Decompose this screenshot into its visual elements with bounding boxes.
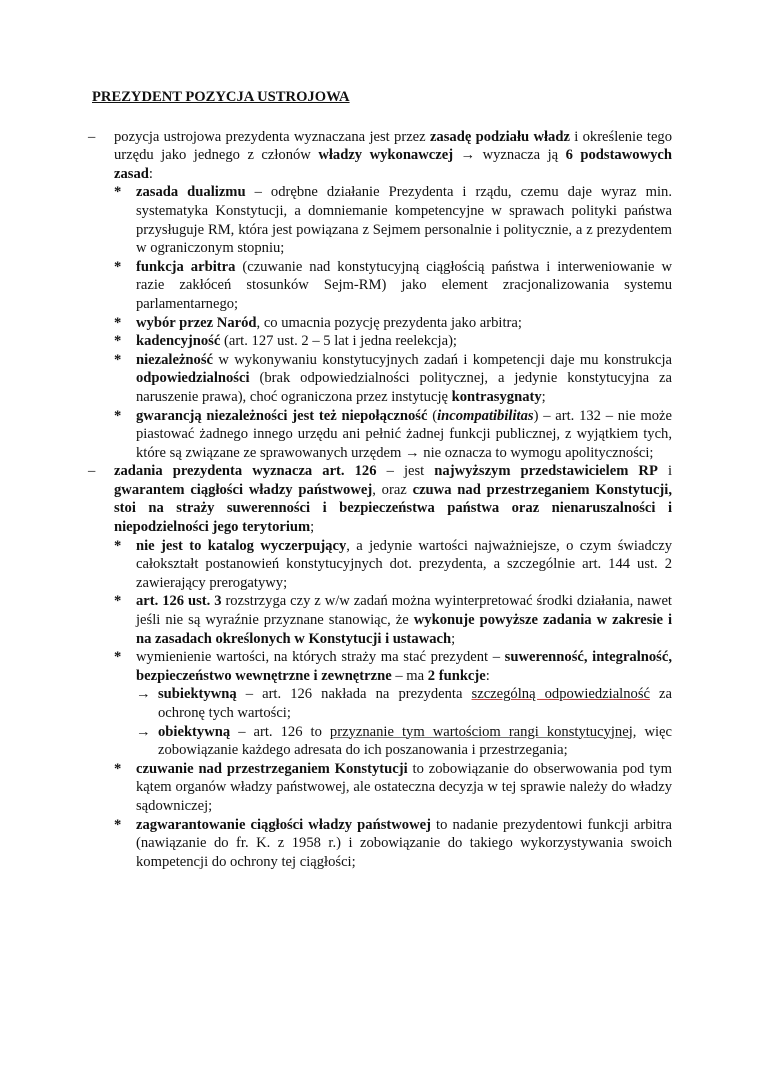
bullet-star: * [114,351,122,368]
text: : [148,165,153,182]
bold-text: wybór przez Naród [136,314,257,331]
bold-text: suwerenność, integralność, bezpieczeństwo wewnętrzne i zewnętrzne [136,649,672,684]
bold-text: gwarantem ciągłości władzy państwowej [114,481,373,498]
bold-text: subiektywną [158,686,237,703]
bold-text: wykonuje powyższe zadania w zakresie i na zasadach określonych w Konstytucji i ustawach [136,612,672,647]
dash-marker: – [88,128,96,145]
bullet-star: * [114,184,122,201]
bold-text: kontrasygnaty [451,388,542,405]
bullet-star: * [114,333,122,350]
bold-text: zasada dualizmu [136,184,246,201]
document-page [88,88,673,871]
text: – odrębne działanie Prezydenta i rządu, czemu daje wyraz min. systematyka Konstytucji, a domniemanie kompetencyjne w sprawach polityki państwa przysługuje RM, która jest powiązana z Sejmem personalnie i politycznie, a z prezydentem w ograniczonym stopniu; [136,184,672,257]
bold-text: najwyższym przedstawicielem RP [434,463,658,480]
bullet-star: * [114,760,122,777]
arrow-marker: → [136,686,151,703]
list-item [114,648,672,760]
list-item [114,351,672,407]
text: (art. 127 ust. 2 – 5 lat i jedna reelekcja); [220,333,457,350]
bold-text: zadania prezydenta wyznacza art. 126 [114,463,377,480]
text: to nadanie prezydentowi funkcji arbitra (nawiązanie do fr. K. z 1958 r.) i zobowiązanie do takiego wykorzystywania swoich kompetencji do ochrony tej ciągłości; [136,816,672,870]
list-item [114,332,672,351]
text: , co umacnia pozycję prezydenta jako arbitra; [256,314,522,331]
bold-text: niezależność [136,351,214,368]
bold-text: funkcja arbitra [136,258,236,275]
text: i określenie tego urzędu jako jednego z członów [114,128,673,164]
list-item [114,407,672,463]
bold-text: czuwanie nad przestrzeganiem Konstytucji [136,760,408,777]
bold-text: odpowiedzialności [136,370,250,387]
text: : [485,667,490,684]
text: (brak odpowiedzialności politycznej, a jedynie konstytucyjna za naruszenie prawa), choć ograniczona przez instytucję [136,370,672,405]
list-item [114,258,672,314]
list-item [114,183,672,257]
text: , więc zobowiązanie każdego adresata do ich poszanowania i przestrzegania; [158,723,672,759]
bold-text: nie jest to katalog wyczerpujący [136,537,347,554]
text: ) – art. 132 – nie może piastować żadnego innego urzędu ani pełnić żadnej funkcji publicznej, z wyjątkiem tych, które są związane ze sprawowanych urzędem → nie oznacza to wymogu apolityczności; [136,407,672,461]
bullet-star: * [114,649,122,666]
list-item-tasks [88,462,673,871]
bullet-star: * [114,816,122,833]
bullet-star: * [114,407,122,424]
text: pozycja ustrojowa prezydenta wyznaczana jest przez [114,128,430,145]
bullet-star: * [114,314,122,331]
bold-text: gwarancją niezależności jest też niepołączność [136,407,428,424]
sublist-functions [136,685,672,759]
text: wymienienie wartości, na których straży ma stać prezydent – [136,649,505,666]
text: – art. 126 to [230,723,330,740]
list-item [114,537,672,593]
text: ; [541,388,546,405]
main-list [88,128,673,872]
bold-text: obiektywną [158,723,231,740]
text: ; [310,519,315,536]
text: , oraz [372,481,413,498]
text: rozstrzyga czy z w/w zadań można wyinterpretować środki działania, nawet jeśli nie są wyraźnie przyznane stanowiąc, że [136,593,672,629]
sublist-principles [114,183,672,462]
list-item [114,760,672,816]
bullet-star: * [114,593,122,610]
bold-text: czuwa nad przestrzeganiem Konstytucji, stoi na straży suwerenności i bezpieczeństwa państwa oraz nienaruszalności i niepodzielności jego terytorium [114,481,672,536]
bold-text: art. 126 ust. 3 [136,593,222,610]
list-item [114,314,672,333]
list-item [114,816,672,872]
bold-text: kadencyjność [136,333,221,350]
bold-text: zagwarantowanie ciągłości władzy państwowej [136,816,431,833]
bold-text: władzy wykonawczej [318,147,454,164]
text: ; [451,630,456,647]
list-item [136,685,672,722]
text: (czuwanie nad konstytucyjną ciągłością państwa i interweniowanie w razie zakłóceń stosunków Sejm-RM) jako element zracjonalizowania systemu parlamentarnego; [136,258,672,312]
bold-text: 2 funkcje [427,667,486,684]
bullet-star: * [114,258,122,275]
page-title: PREZYDENT POZYCJA USTROJOWA [92,89,350,105]
underlined-text: szczególną odpowiedzialność [471,686,650,703]
bold-italic-text: incompatibilitas [437,407,534,424]
list-item-position [88,128,673,463]
text: w wykonywaniu konstytucyjnych zadań i kompetencji daje mu konstrukcja [213,351,672,368]
underlined-text: przyznanie tym wartościom rangi konstytucyjnej [329,723,633,740]
bold-text: zasadę podziału władz [429,128,570,145]
text: i [657,463,672,480]
dash-marker: – [88,463,96,480]
text: za ochronę tych wartości; [158,686,673,721]
text: – art. 126 nakłada na prezydenta [236,686,472,703]
list-item [136,723,672,760]
sublist-tasks [114,537,672,872]
text: → wyznacza ją [453,147,566,164]
bullet-star: * [114,537,122,554]
text: – jest [376,463,435,480]
arrow-marker: → [136,723,151,740]
text: ( [427,407,438,424]
text: – ma [391,667,428,684]
bold-text: 6 podstawowych zasad [114,147,672,182]
list-item [114,592,672,648]
text: , a jedynie wartości najważniejsze, o czym świadczy całokształt postanowień konstytucyjnych dot. prezydenta, a szczególnie art. 144 ust. 2 zawierający prerogatywy; [136,537,673,591]
text: to zobowiązanie do obserwowania pod tym kątem organów władzy państwowej, ale ostateczna decyzja w tej sprawie należy do władzy sądowniczej; [136,760,673,814]
